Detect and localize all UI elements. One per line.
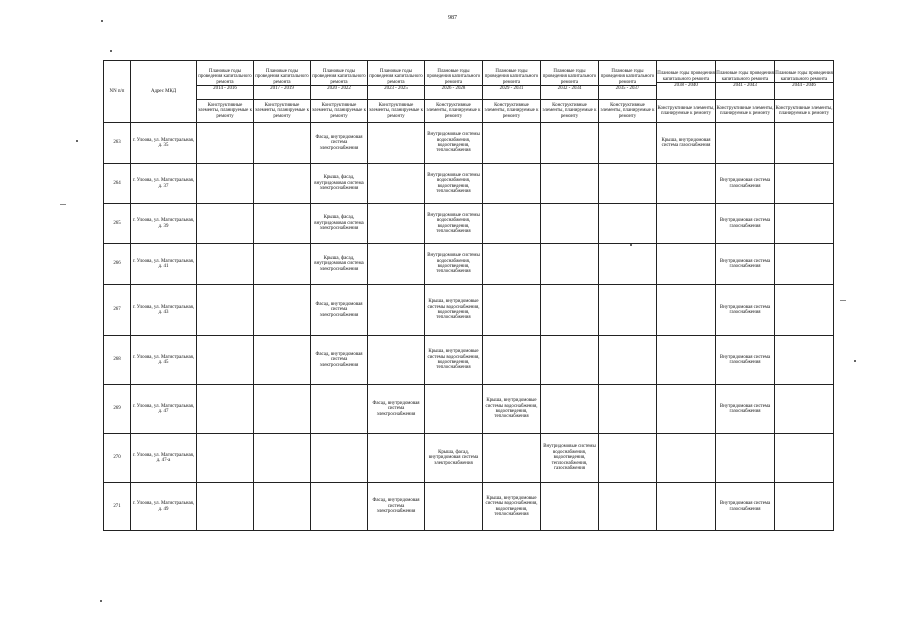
row-cell [311, 483, 368, 531]
row-cell [775, 336, 834, 385]
row-cell: Крыша, внутридомовые системы водоснабжения, водоотведения, теплоснабжения [425, 336, 483, 385]
row-cell [483, 244, 541, 285]
row-cell [254, 483, 311, 531]
row-cell: Крыша, фасад, внутридомовая система электроснабжения [311, 244, 368, 285]
capital-repair-plan-table [103, 60, 834, 531]
row-cell: Внутридомовая система газоснабжения [716, 285, 775, 336]
header-period [775, 61, 834, 100]
row-number: 269 [104, 385, 131, 434]
period-years: 2035 - 2037 [599, 85, 656, 91]
row-cell [541, 123, 599, 164]
scan-speck [101, 20, 103, 22]
row-cell [197, 385, 254, 434]
header-elements: Конструктивные элементы, планируемые к ремонту [775, 100, 834, 123]
row-number: 263 [104, 123, 131, 164]
row-number: 271 [104, 483, 131, 531]
period-years: 2032 - 2034 [541, 85, 598, 91]
period-years: 2038 - 2040 [657, 82, 715, 88]
period-heading: Плановые годы проведения капитального ремонта [484, 68, 539, 85]
row-cell [197, 483, 254, 531]
row-cell [657, 483, 716, 531]
row-cell [254, 285, 311, 336]
row-cell: Фасад, внутридомовая система электроснабжения [311, 123, 368, 164]
header-period [716, 61, 775, 100]
row-cell [599, 244, 657, 285]
table-row [104, 385, 834, 434]
row-cell [599, 483, 657, 531]
period-heading: Плановые годы проведения капитального ремонта [198, 68, 252, 85]
row-number: 270 [104, 434, 131, 483]
row-cell [368, 285, 425, 336]
row-cell [775, 244, 834, 285]
row-cell [425, 385, 483, 434]
header-period [254, 61, 311, 100]
period-years: 2029 - 2031 [483, 85, 540, 91]
row-cell [599, 123, 657, 164]
header-elements: Конструктивные элементы, планируемые к ремонту [425, 100, 483, 123]
table-row [104, 434, 834, 483]
row-number: 266 [104, 244, 131, 285]
row-cell [716, 434, 775, 483]
row-cell [599, 164, 657, 204]
table-row [104, 244, 834, 285]
period-heading: Плановые годы проведения капитального ремонта [600, 68, 655, 85]
row-cell [197, 244, 254, 285]
row-address: г. Улоова, ул. Магистральная, д. 47 [131, 385, 197, 434]
row-cell [311, 385, 368, 434]
header-elements: Конструктивные элементы, планируемые к ремонту [541, 100, 599, 123]
row-address: г. Улоова, ул. Магистральная, д. 47-а [131, 434, 197, 483]
row-cell: Внутридомовая система газоснабжения [716, 483, 775, 531]
row-cell [599, 336, 657, 385]
table-row [104, 285, 834, 336]
row-cell [197, 434, 254, 483]
period-years: 2020 - 2022 [311, 85, 367, 91]
row-cell: Внутридомовая система газоснабжения [716, 204, 775, 244]
row-cell [775, 164, 834, 204]
header-period [599, 61, 657, 100]
row-cell [254, 204, 311, 244]
row-cell [599, 204, 657, 244]
row-cell: Внутридомовая система газоснабжения [716, 385, 775, 434]
row-address: г. Улоова, ул. Магистральная, д. 35 [131, 123, 197, 164]
table-row [104, 164, 834, 204]
scan-speck [110, 50, 112, 52]
row-cell: Крыша, внутридомовые системы водоснабжения, водоотведения, теплоснабжения [425, 285, 483, 336]
row-cell [368, 204, 425, 244]
row-address: г. Улоова, ул. Магистральная, д. 39 [131, 204, 197, 244]
header-num: NN п/п [104, 61, 131, 123]
row-cell [541, 204, 599, 244]
row-cell: Крыша, внутридомовые системы водоснабжения, водоотведения, теплоснабжения [483, 483, 541, 531]
row-cell [541, 336, 599, 385]
period-years: 2014 - 2016 [197, 85, 253, 91]
scan-speck [854, 360, 856, 362]
period-heading: Плановые годы проведения капитального ремонта [369, 68, 423, 85]
row-cell [197, 336, 254, 385]
header-row-elements [104, 100, 834, 123]
row-cell [425, 483, 483, 531]
row-cell: Внутридомовые системы водоснабжения, водоотведения, теплоснабжения, газоснабжения [541, 434, 599, 483]
row-cell [657, 244, 716, 285]
header-elements: Конструктивные элементы, планируемые к ремонту [368, 100, 425, 123]
header-period [425, 61, 483, 100]
row-cell [599, 385, 657, 434]
period-years: 2017 - 2019 [254, 85, 310, 91]
row-cell [483, 164, 541, 204]
row-address: г. Улоова, ул. Магистральная, д. 43 [131, 285, 197, 336]
row-cell: Внутридомовые системы водоснабжения, водоотведения, теплоснабжения [425, 164, 483, 204]
row-cell [197, 164, 254, 204]
row-cell: Крыша, фасад, внутридомовая система электроснабжения [311, 164, 368, 204]
row-cell [775, 123, 834, 164]
row-cell: Крыша, внутридомовые системы водоснабжения, водоотведения, теплоснабжения [483, 385, 541, 434]
row-cell: Крыша, внутридомовая система газоснабжения [657, 123, 716, 164]
header-elements: Конструктивные элементы, планируемые к ремонту [657, 100, 716, 123]
row-cell [657, 164, 716, 204]
header-period [197, 61, 254, 100]
row-address: г. Улоова, ул. Магистральная, д. 49 [131, 483, 197, 531]
row-cell [775, 434, 834, 483]
row-cell: Крыша, фасад, внутридомовая система электроснабжения [425, 434, 483, 483]
row-cell: Фасад, внутридомовая система электроснабжения [311, 285, 368, 336]
row-cell [254, 123, 311, 164]
row-cell: Крыша, фасад, внутридомовая система электроснабжения [311, 204, 368, 244]
period-years: 2026 - 2028 [425, 85, 482, 91]
row-cell: Внутридомовые системы водоснабжения, водоотведения, теплоснабжения [425, 244, 483, 285]
row-number: 265 [104, 204, 131, 244]
row-cell [657, 285, 716, 336]
row-cell [541, 385, 599, 434]
header-elements: Конструктивные элементы, планируемые к ремонту [599, 100, 657, 123]
row-cell: Фасад, внутридомовая система электроснабжения [311, 336, 368, 385]
row-number: 267 [104, 285, 131, 336]
row-cell [483, 336, 541, 385]
row-cell [311, 434, 368, 483]
row-address: г. Улоова, ул. Магистральная, д. 37 [131, 164, 197, 204]
header-elements: Конструктивные элементы, планируемые к ремонту [197, 100, 254, 123]
header-elements: Конструктивные элементы, планируемые к ремонту [716, 100, 775, 123]
header-address: Адрес МКД [131, 61, 197, 123]
row-cell: Фасад, внутридомовая система электроснабжения [368, 385, 425, 434]
row-cell [541, 164, 599, 204]
table-row [104, 336, 834, 385]
header-period [483, 61, 541, 100]
row-cell: Внутридомовая система газоснабжения [716, 336, 775, 385]
row-cell: Фасад, внутридомовая система электроснабжения [368, 483, 425, 531]
row-cell [254, 244, 311, 285]
header-period [368, 61, 425, 100]
row-cell [541, 483, 599, 531]
row-cell [254, 164, 311, 204]
row-cell [483, 123, 541, 164]
period-heading: Плановые годы проведения капитального ремонта [716, 71, 774, 82]
scan-mark [840, 300, 846, 301]
row-cell [197, 204, 254, 244]
table-row [104, 483, 834, 531]
header-elements: Конструктивные элементы, планируемые к ремонту [483, 100, 541, 123]
row-number: 268 [104, 336, 131, 385]
row-address: г. Улоова, ул. Магистральная, д. 45 [131, 336, 197, 385]
row-cell [775, 483, 834, 531]
row-cell [716, 123, 775, 164]
header-period [541, 61, 599, 100]
row-cell [483, 434, 541, 483]
header-elements: Конструктивные элементы, планируемые к ремонту [254, 100, 311, 123]
page-number: 987 [448, 15, 457, 21]
period-years: 2041 - 2043 [716, 82, 774, 88]
row-cell [368, 164, 425, 204]
row-cell [599, 434, 657, 483]
row-cell: Внутридомовые системы водоснабжения, водоотведения, теплоснабжения [425, 123, 483, 164]
period-heading: Плановые годы проведения капитального ремонта [426, 68, 481, 85]
row-cell [368, 336, 425, 385]
scan-speck [76, 140, 78, 142]
table-row [104, 204, 834, 244]
row-cell [657, 204, 716, 244]
header-elements: Конструктивные элементы, планируемые к ремонту [311, 100, 368, 123]
row-cell: Внутридомовые системы водоснабжения, водоотведения, теплоснабжения [425, 204, 483, 244]
row-cell [657, 434, 716, 483]
header-row-periods [104, 61, 834, 100]
row-cell [775, 285, 834, 336]
row-cell [368, 434, 425, 483]
row-cell [197, 285, 254, 336]
row-cell [483, 285, 541, 336]
period-heading: Плановые годы проведения капитального ремонта [657, 71, 715, 82]
row-number: 264 [104, 164, 131, 204]
row-cell [541, 285, 599, 336]
row-cell [775, 385, 834, 434]
row-cell [657, 336, 716, 385]
row-cell: Внутридомовая система газоснабжения [716, 244, 775, 285]
row-cell [541, 244, 599, 285]
row-cell [254, 434, 311, 483]
scan-mark [60, 204, 66, 205]
row-cell [254, 336, 311, 385]
row-cell [368, 244, 425, 285]
row-address: г. Улоова, ул. Магистральная, д. 41 [131, 244, 197, 285]
header-period [657, 61, 716, 100]
scan-speck [100, 600, 102, 602]
period-heading: Плановые годы проведения капитального ремонта [312, 68, 366, 85]
row-cell [197, 123, 254, 164]
row-cell [368, 123, 425, 164]
row-cell [657, 385, 716, 434]
period-heading: Плановые годы проведения капитального ремонта [255, 68, 309, 85]
period-years: 2044 - 2046 [775, 82, 833, 88]
row-cell [254, 385, 311, 434]
row-cell [599, 285, 657, 336]
row-cell: Внутридомовая система газоснабжения [716, 164, 775, 204]
period-heading: Плановые годы проведения капитального ремонта [542, 68, 597, 85]
row-cell [775, 204, 834, 244]
header-period [311, 61, 368, 100]
period-heading: Плановые годы проведения капитального ремонта [775, 71, 833, 82]
table-row [104, 123, 834, 164]
period-years: 2023 - 2025 [368, 85, 424, 91]
row-cell [483, 204, 541, 244]
